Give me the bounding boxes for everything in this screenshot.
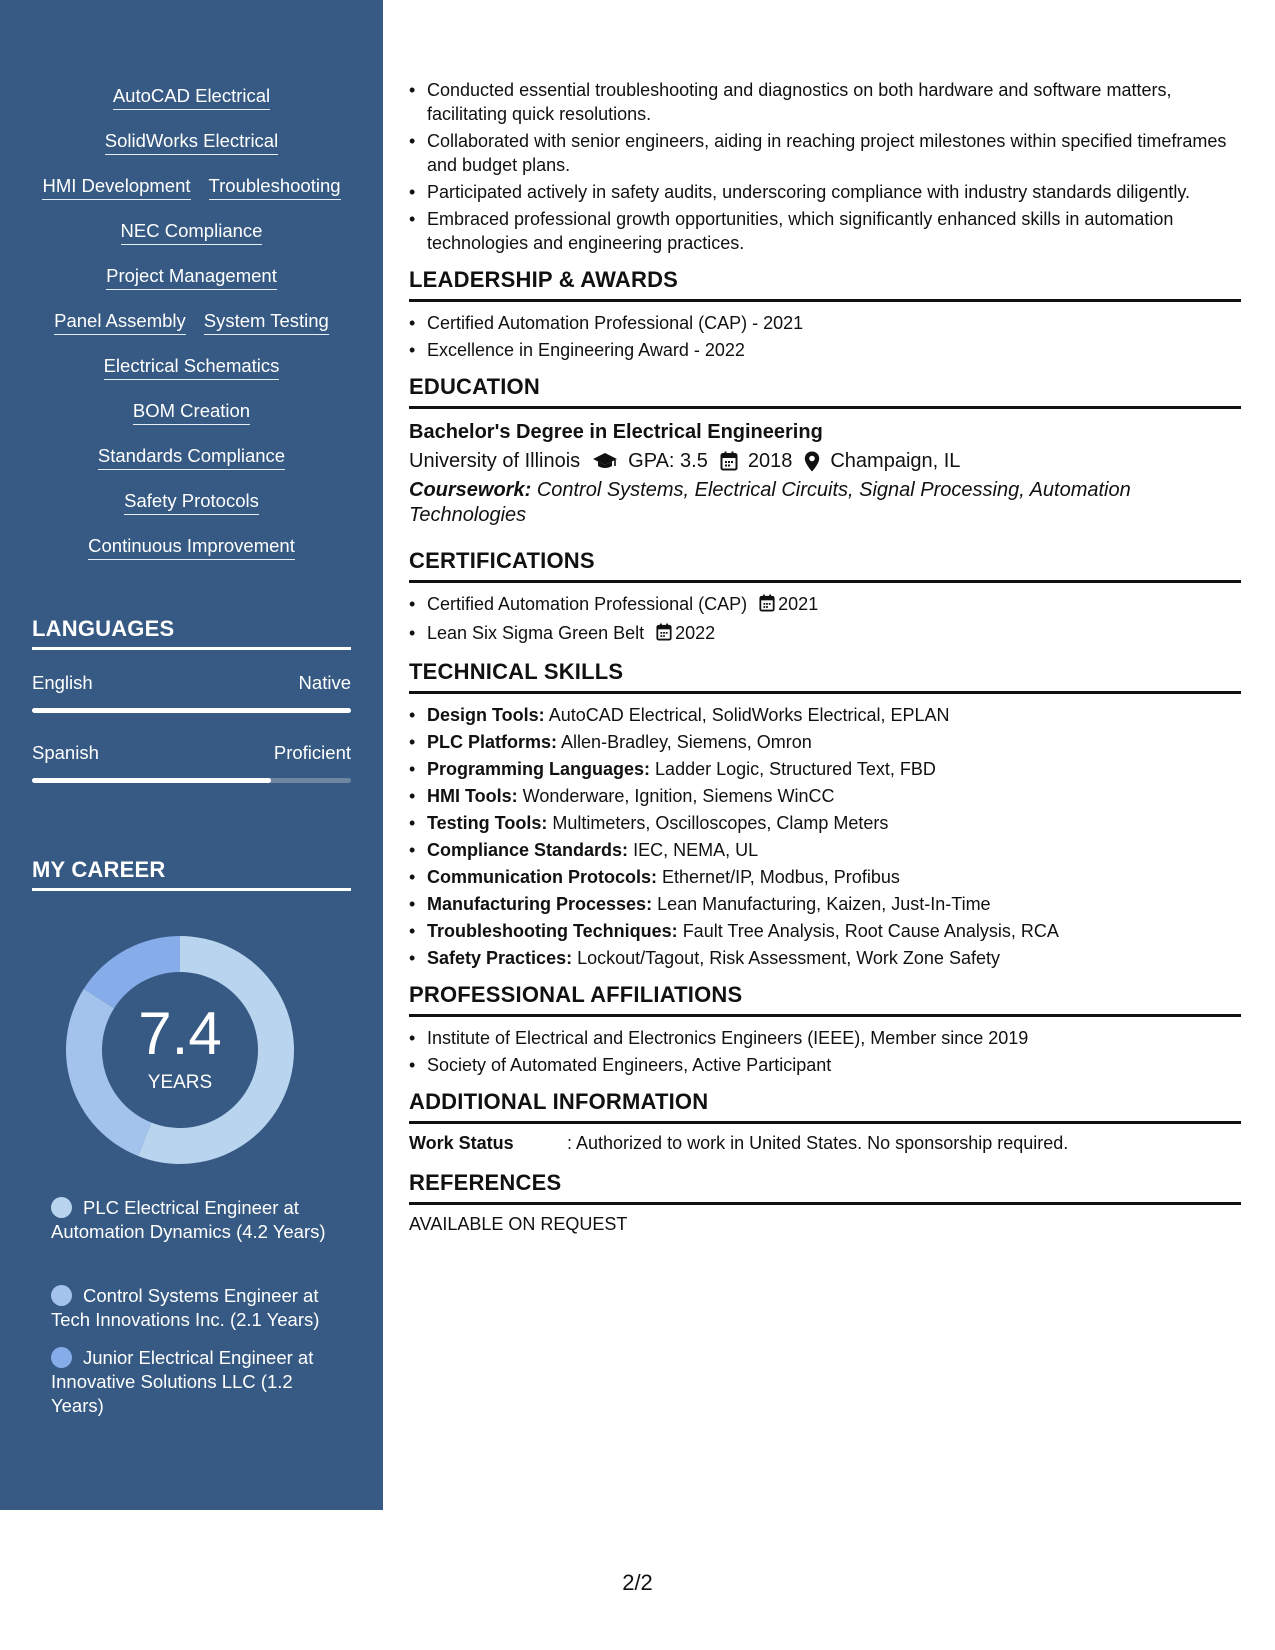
skill-tag: System Testing	[204, 311, 329, 335]
technical-skill-label: Testing Tools:	[427, 813, 548, 833]
technical-skill-label: HMI Tools:	[427, 786, 518, 806]
skill-tag: Troubleshooting	[209, 176, 341, 200]
skill-tag: NEC Compliance	[121, 221, 263, 245]
career-total	[66, 936, 294, 1164]
skill-tag: HMI Development	[42, 176, 190, 200]
skill-tag: Standards Compliance	[98, 446, 285, 470]
calendar-icon	[720, 451, 738, 471]
technical-skill-value: Multimeters, Oscilloscopes, Clamp Meters	[552, 813, 889, 833]
technical-skill-label: Safety Practices:	[427, 948, 573, 968]
language-progress-fill	[32, 778, 271, 783]
career-item	[51, 1346, 331, 1418]
coursework-label: Coursework:	[409, 479, 532, 501]
experience-bullet: • Conducted essential troubleshooting and diagnostics on both hardware and software matters, facilitating quick resolutions.	[409, 78, 1241, 126]
technical-skill-item	[409, 784, 1241, 808]
school: University of Illinois	[409, 450, 581, 472]
additional-section	[409, 1089, 1241, 1154]
additional-title: ADDITIONAL INFORMATION	[409, 1089, 1241, 1124]
certifications-title: CERTIFICATIONS	[409, 548, 1241, 583]
technical-skill-value: Wonderware, Ignition, Siemens WinCC	[522, 786, 835, 806]
skill-row	[0, 176, 383, 221]
language-line	[32, 672, 351, 694]
skill-tag: SolidWorks Electrical	[105, 131, 278, 155]
career-text: Junior Electrical Engineer at Innovative Solutions LLC (1.2 Years)	[51, 1347, 314, 1416]
graduation-year: 2018	[747, 450, 793, 472]
technical-skill-value: IEC, NEMA, UL	[633, 840, 759, 860]
technical-skill-value: Ethernet/IP, Modbus, Profibus	[662, 867, 900, 887]
language-name: English	[32, 672, 93, 693]
skill-row	[0, 491, 383, 536]
technical-skill-label: Communication Protocols:	[427, 867, 658, 887]
technical-skill-item	[409, 838, 1241, 862]
certification-item	[409, 592, 1241, 618]
main-content	[409, 78, 1241, 1235]
technical-skill-value: Allen-Bradley, Siemens, Omron	[561, 732, 812, 752]
affiliations-list	[409, 1026, 1241, 1077]
award-item: • Certified Automation Professional (CAP) - 2021	[409, 311, 1241, 335]
experience-bullet: • Collaborated with senior engineers, aiding in reaching project milestones within specified timeframes and budget plans.	[409, 129, 1241, 177]
skills-list	[0, 86, 383, 581]
technical-skill-label: Compliance Standards:	[427, 840, 629, 860]
skill-row	[0, 266, 383, 311]
technical-skill-label: PLC Platforms:	[427, 732, 558, 752]
technical-skill-item	[409, 703, 1241, 727]
skill-tag: AutoCAD Electrical	[113, 86, 270, 110]
references-title: REFERENCES	[409, 1170, 1241, 1205]
experience-bullets	[409, 78, 1241, 255]
certification-year: 2021	[778, 594, 819, 614]
technical-skill-value: Fault Tree Analysis, Root Cause Analysis, RCA	[682, 921, 1059, 941]
certifications-list	[409, 592, 1241, 647]
languages-heading: LANGUAGES	[32, 616, 351, 650]
experience-bullet: • Embraced professional growth opportunities, which significantly enhanced skills in automation technologies and engineering practices.	[409, 207, 1241, 255]
language-progress-track	[32, 778, 351, 783]
technical-skills-list	[409, 703, 1241, 970]
technical-skill-item	[409, 892, 1241, 916]
technical-skill-label: Programming Languages:	[427, 759, 651, 779]
skill-row	[0, 86, 383, 131]
affiliation-item: • Society of Automated Engineers, Active Participant	[409, 1053, 1241, 1077]
certification-year: 2022	[675, 623, 716, 643]
career-item	[51, 1196, 331, 1244]
career-legend-dot	[51, 1347, 72, 1368]
career-legend-dot	[51, 1285, 72, 1306]
technical-skill-value: AutoCAD Electrical, SolidWorks Electrical, EPLAN	[548, 705, 950, 725]
career-legend-dot	[51, 1197, 72, 1218]
leadership-title: LEADERSHIP & AWARDS	[409, 267, 1241, 302]
degree: Bachelor's Degree in Electrical Engineering	[409, 421, 823, 443]
technical-skill-label: Troubleshooting Techniques:	[427, 921, 678, 941]
affiliation-item: • Institute of Electrical and Electronics Engineers (IEEE), Member since 2019	[409, 1026, 1241, 1050]
coursework-text: Control Systems, Electrical Circuits, Signal Processing, Automation Technologies	[409, 479, 1131, 526]
technical-skill-item	[409, 811, 1241, 835]
work-status-value: : Authorized to work in United States. No sponsorship required.	[567, 1133, 1069, 1153]
award-item: • Excellence in Engineering Award - 2022	[409, 338, 1241, 362]
affiliations-section	[409, 982, 1241, 1077]
technical-skill-value: Lockout/Tagout, Risk Assessment, Work Zone Safety	[577, 948, 1000, 968]
leadership-list	[409, 311, 1241, 362]
calendar-icon	[759, 594, 775, 618]
technical-skill-item	[409, 757, 1241, 781]
skill-tag: Panel Assembly	[54, 311, 186, 335]
technical-skill-label: Design Tools:	[427, 705, 545, 725]
language-progress-fill	[32, 708, 351, 713]
career-total-unit: YEARS	[147, 1072, 213, 1093]
skill-tag: Project Management	[106, 266, 277, 290]
technical-skill-value: Ladder Logic, Structured Text, FBD	[655, 759, 936, 779]
skill-tag: Continuous Improvement	[88, 536, 295, 560]
experience-bullet: • Participated actively in safety audits, underscoring compliance with industry standards diligently.	[409, 180, 1241, 204]
technical-skill-item	[409, 919, 1241, 943]
language-item	[32, 672, 351, 713]
language-progress-track	[32, 708, 351, 713]
skill-row	[0, 536, 383, 581]
skill-row	[0, 401, 383, 446]
location-pin-icon	[804, 451, 820, 472]
education-section	[409, 374, 1241, 528]
leadership-section	[409, 267, 1241, 362]
language-line	[32, 742, 351, 764]
technical-skill-value: Lean Manufacturing, Kaizen, Just-In-Time	[657, 894, 991, 914]
certification-item	[409, 621, 1241, 647]
page-number: 2/2	[622, 1570, 653, 1595]
technical-skill-item	[409, 946, 1241, 970]
career-text: Control Systems Engineer at Tech Innovations Inc. (2.1 Years)	[51, 1285, 320, 1330]
work-status	[409, 1133, 1241, 1154]
language-name: Spanish	[32, 742, 99, 763]
certification-name: Lean Six Sigma Green Belt	[427, 623, 645, 643]
technical-skills-section	[409, 659, 1241, 970]
skill-row	[0, 311, 383, 356]
education-meta	[409, 446, 1241, 476]
language-item	[32, 742, 351, 783]
technical-skill-item	[409, 865, 1241, 889]
skill-tag: Electrical Schematics	[104, 356, 280, 380]
skill-row	[0, 446, 383, 491]
career-total-value: 7.4	[138, 1000, 222, 1067]
references-section	[409, 1170, 1241, 1235]
career-text: PLC Electrical Engineer at Automation Dynamics (4.2 Years)	[51, 1197, 326, 1242]
skill-row	[0, 356, 383, 401]
skill-tag: BOM Creation	[133, 401, 250, 425]
certifications-section	[409, 548, 1241, 647]
calendar-icon	[656, 623, 672, 647]
sidebar	[0, 0, 383, 1510]
certification-name: Certified Automation Professional (CAP)	[427, 594, 748, 614]
career-item	[51, 1284, 331, 1332]
coursework	[409, 478, 1241, 528]
affiliations-title: PROFESSIONAL AFFILIATIONS	[409, 982, 1241, 1017]
technical-skill-label: Manufacturing Processes:	[427, 894, 653, 914]
technical-skills-title: TECHNICAL SKILLS	[409, 659, 1241, 694]
skill-tag: Safety Protocols	[124, 491, 259, 515]
location: Champaign, IL	[830, 450, 961, 472]
language-level: Native	[298, 672, 351, 693]
education-title: EDUCATION	[409, 374, 1241, 409]
graduation-cap-icon	[592, 451, 618, 471]
skill-row	[0, 131, 383, 176]
skill-row	[0, 221, 383, 266]
gpa: GPA: 3.5	[628, 450, 708, 472]
references-text: AVAILABLE ON REQUEST	[409, 1214, 628, 1234]
work-status-label: Work Status	[409, 1133, 514, 1153]
technical-skill-item	[409, 730, 1241, 754]
language-level: Proficient	[273, 742, 351, 763]
career-heading: MY CAREER	[32, 857, 351, 891]
